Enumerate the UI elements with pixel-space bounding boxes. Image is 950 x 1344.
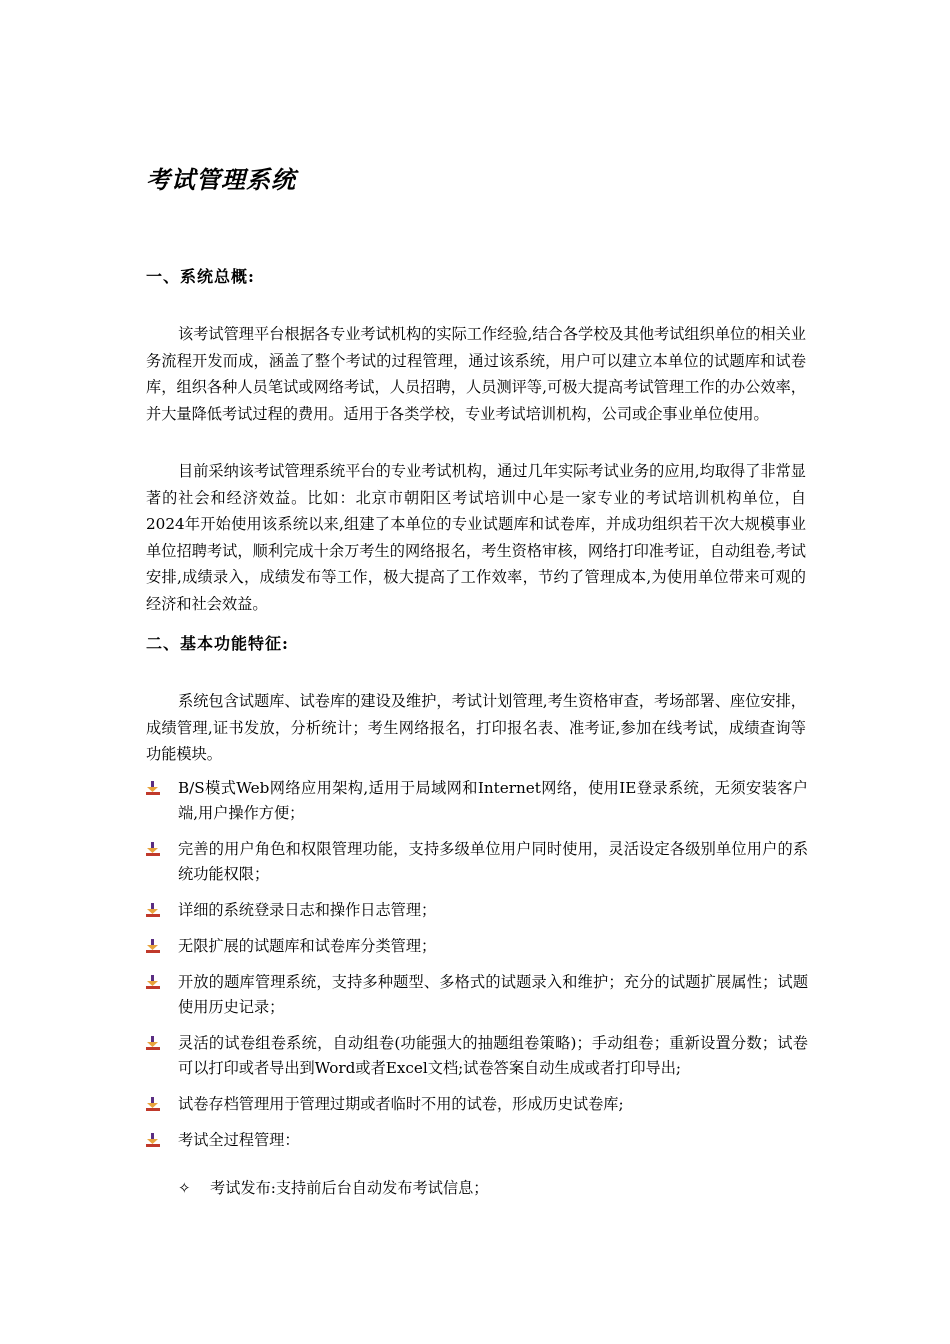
list-item bbox=[146, 970, 808, 1020]
feature-text: B/S模式Web网络应用架构,适用于局域网和Internet网络，使用IE登录系统，无须安装客户端,用户操作方便； bbox=[178, 779, 808, 822]
feature-text: 考试全过程管理： bbox=[178, 1131, 300, 1149]
sub-feature-text: 考试发布:支持前后台自动发布考试信息； bbox=[210, 1179, 489, 1197]
sub-list-item bbox=[178, 1176, 489, 1201]
section1-paragraph-2: 目前采纳该考试管理系统平台的专业考试机构，通过几年实际考试业务的应用,均取得了非常显著的社会和经济效益。比如：北京市朝阳区考试培训中心是一家专业的考试培训机构单位，自2024年开始使用该系统以来,组建了本单位的专业试题库和试卷库，并成功组织若干次大规模事业单位招聘考试，顺利完成十余万考生的网络报名，考生资格审核，网络打印准考证，自动组卷,考试安排,成绩录入，成绩发布等工作，极大提高了工作效率，节约了管理成本,为使用单位带来可观的经济和社会效益。 bbox=[146, 462, 806, 613]
list-item bbox=[146, 776, 808, 826]
arrow-bullet-icon bbox=[146, 781, 160, 795]
feature-text: 完善的用户角色和权限管理功能，支持多级单位用户同时使用，灵活设定各级别单位用户的系统功能权限； bbox=[178, 840, 808, 883]
section1-heading: 一、系统总概: bbox=[146, 267, 255, 286]
arrow-bullet-icon bbox=[146, 1097, 160, 1111]
list-item bbox=[146, 1092, 808, 1117]
feature-text: 试卷存档管理用于管理过期或者临时不用的试卷，形成历史试卷库; bbox=[178, 1095, 624, 1113]
document-title: 考试管理系统 bbox=[146, 165, 296, 194]
arrow-bullet-icon bbox=[146, 903, 160, 917]
feature-text: 详细的系统登录日志和操作日志管理； bbox=[178, 901, 437, 919]
list-item bbox=[146, 898, 808, 923]
feature-text: 无限扩展的试题库和试卷库分类管理； bbox=[178, 937, 437, 955]
arrow-bullet-icon bbox=[146, 1133, 160, 1147]
diamond-outline-icon: ✧ bbox=[178, 1179, 191, 1197]
feature-text: 开放的题库管理系统，支持多种题型、多格式的试题录入和维护；充分的试题扩展属性；试题使用历史记录； bbox=[178, 973, 808, 1016]
list-item bbox=[146, 934, 808, 959]
arrow-bullet-icon bbox=[146, 842, 160, 856]
arrow-bullet-icon bbox=[146, 939, 160, 953]
list-item bbox=[146, 1128, 808, 1153]
section1-paragraph-1: 该考试管理平台根据各专业考试机构的实际工作经验,结合各学校及其他考试组织单位的相关业务流程开发而成，涵盖了整个考试的过程管理，通过该系统，用户可以建立本单位的试题库和试卷库，组织各种人员笔试或网络考试，人员招聘，人员测评等,可极大提高考试管理工作的办公效率，并大量降低考试过程的费用。适用于各类学校，专业考试培训机构，公司或企事业单位使用。 bbox=[146, 325, 806, 423]
section2-heading: 二、基本功能特征: bbox=[146, 634, 289, 653]
feature-list bbox=[146, 776, 808, 1164]
section2-intro: 系统包含试题库、试卷库的建设及维护，考试计划管理,考生资格审查，考场部署、座位安排，成绩管理,证书发放，分析统计；考生网络报名，打印报名表、准考证,参加在线考试，成绩查询等功能模块。 bbox=[146, 692, 806, 763]
feature-text: 灵活的试卷组卷系统，自动组卷(功能强大的抽题组卷策略)；手动组卷；重新设置分数；试卷可以打印或者导出到Word或者Excel文档;试卷答案自动生成或者打印导出; bbox=[178, 1034, 808, 1077]
list-item bbox=[146, 1031, 808, 1081]
arrow-bullet-icon bbox=[146, 1036, 160, 1050]
list-item bbox=[146, 837, 808, 887]
arrow-bullet-icon bbox=[146, 975, 160, 989]
